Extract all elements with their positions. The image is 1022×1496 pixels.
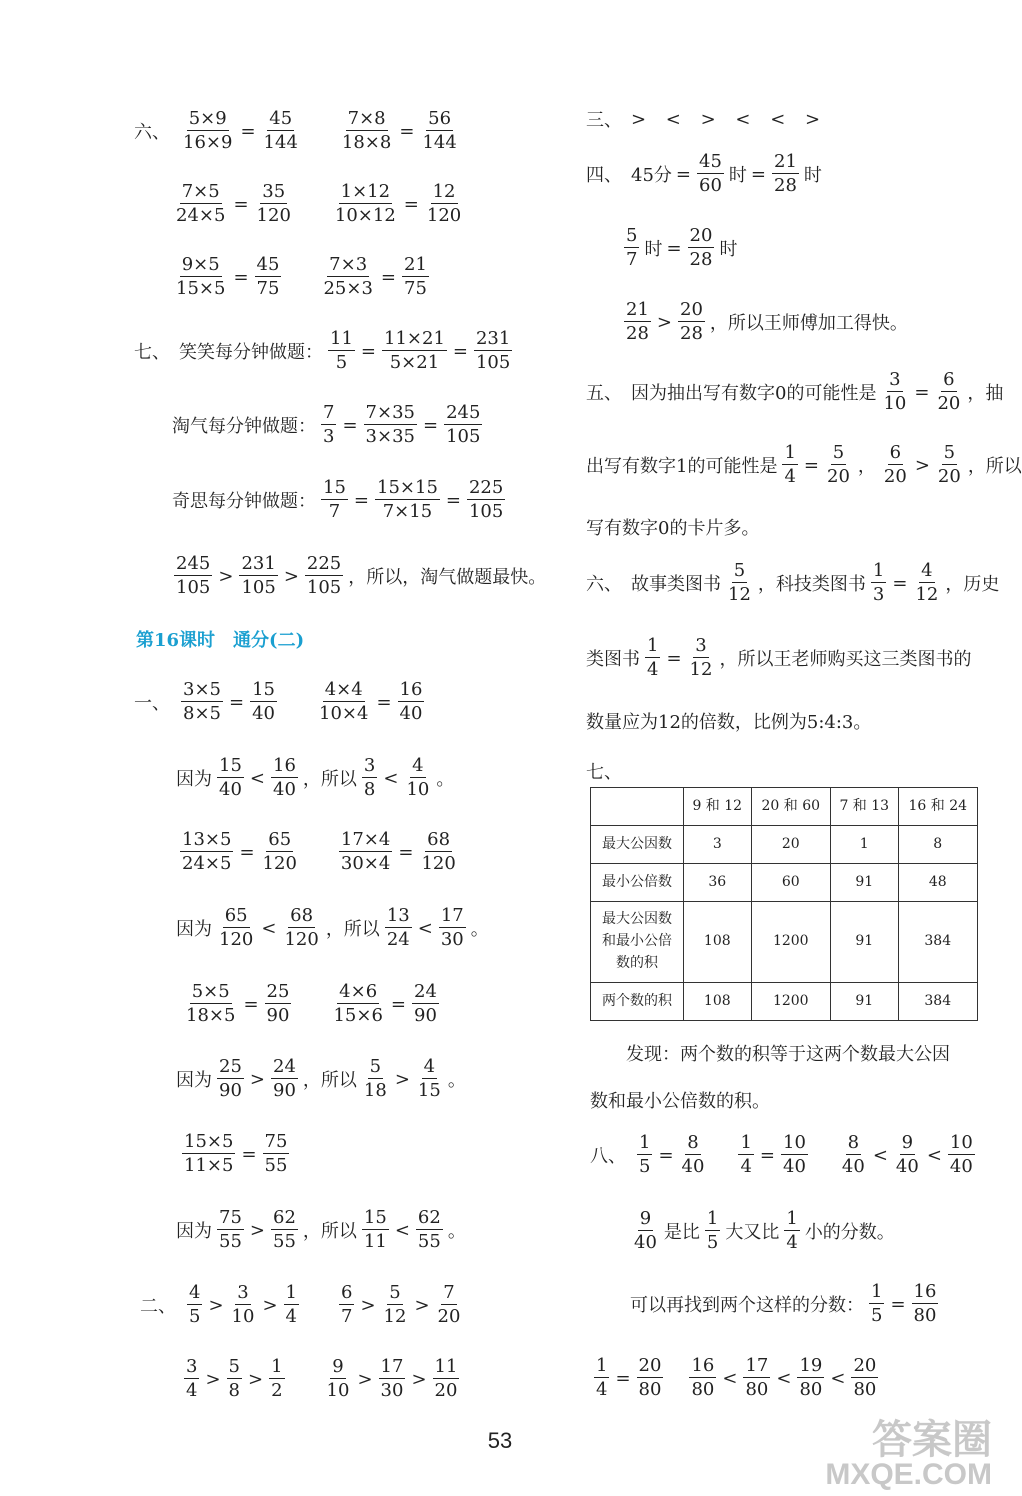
fraction: 17 30 xyxy=(380,1356,404,1401)
row-label: 最大公因数 xyxy=(591,826,684,864)
fraction: $\frac{21}{28}$ xyxy=(774,151,797,196)
table-row xyxy=(591,826,978,864)
text: 时 xyxy=(803,165,822,186)
table-cell: 48 xyxy=(898,864,977,902)
page-number: 53 xyxy=(487,1428,513,1453)
table-cell: 108 xyxy=(684,983,752,1021)
fraction: 9 40 xyxy=(634,1208,657,1253)
watermark xyxy=(825,1420,992,1490)
fraction: $\frac{1}{4}$ xyxy=(784,442,796,487)
text: 因为 xyxy=(176,919,212,940)
fraction: 17 30 xyxy=(440,905,464,950)
right-s8-row3: 可以再找到两个这样的分数： $\frac{1}{5}$ = $\frac{16}{80}$ xyxy=(630,1281,937,1326)
fraction: 20 28 xyxy=(680,299,703,344)
fraction: $\frac{12}{120}$ xyxy=(426,181,462,226)
text: 。 xyxy=(470,919,489,940)
text: 故事类图书 xyxy=(631,574,721,595)
fraction: $\frac{7\times 8}{18\times 8}$ xyxy=(341,108,392,153)
fraction: 21 28 xyxy=(626,299,649,344)
left-s1-row5: $\frac{5\times 5}{18\times 5}$ = $\frac{25}{90}$ $\frac{4\times 6}{15\times 6}$ = $\frac{24}{90}$ xyxy=(186,981,437,1026)
table-cell: 3 xyxy=(684,826,752,864)
fraction: $\frac{7\times 5}{24\times 5}$ xyxy=(176,181,226,226)
text: 类图书 xyxy=(586,649,640,670)
fraction: 16 80 xyxy=(691,1355,715,1400)
text: 小的分数。 xyxy=(804,1222,895,1243)
fraction: $\frac{231}{105}$ xyxy=(475,328,511,373)
table-cell: 36 xyxy=(684,864,752,902)
right-s4-row1: 四、 45分 = $\frac{45}{60}$ 时 = $\frac{21}{28}$ 时 xyxy=(586,151,822,196)
text: ，所以 xyxy=(967,456,1022,477)
left-s1-row6: 因为 25 90 > 24 90 ，所以 5 18 > 4 15 。 xyxy=(176,1056,466,1101)
fraction: 68 120 xyxy=(284,905,319,950)
text: 时 xyxy=(728,165,747,186)
right-s6-line2: 类图书 $\frac{1}{4}$ = $\frac{3}{12}$ ，所以王老师购买这三类图书的 xyxy=(586,635,972,680)
table-header: 20 和 60 xyxy=(751,788,830,826)
fraction: 10 40 xyxy=(949,1132,973,1177)
fraction: 15 11 xyxy=(363,1207,387,1252)
text: 因为 xyxy=(176,1070,212,1091)
fraction: $\frac{20}{80}$ xyxy=(638,1355,662,1400)
fraction: $\frac{225}{105}$ xyxy=(468,477,504,522)
right-s6-line3: 数量应为12的倍数，比例为5:4:3。 xyxy=(586,712,872,733)
fraction: 3 10 xyxy=(231,1282,255,1327)
fraction: 1 4 xyxy=(786,1208,798,1253)
fraction: $\frac{3}{12}$ xyxy=(689,635,713,680)
fraction: $\frac{10}{40}$ xyxy=(783,1132,806,1177)
left-s1-row1: 一、 $\frac{3\times 5}{8\times 5}$ = $\frac{15}{40}$ $\frac{4\times 4}{10\times 4}$ = $\frac{16}{40}$ xyxy=(134,679,423,724)
text: 是比 xyxy=(663,1222,700,1243)
fraction: $\frac{45}{75}$ xyxy=(256,254,280,299)
fraction: $\frac{16}{40}$ xyxy=(399,679,423,724)
fraction: $\frac{7}{3}$ xyxy=(323,402,335,447)
section-label: 三、 xyxy=(586,110,622,131)
fraction: 4 10 xyxy=(406,755,430,800)
finding-line2: 数和最小公倍数的积。 xyxy=(590,1091,770,1112)
left-s7-row1: 七、 笑笑每分钟做题： $\frac{11}{5}$ = $\frac{11\times 21}{5\times 21}$ = $\frac{231}{105}$ xyxy=(134,328,511,373)
section-label: 七、 xyxy=(134,342,170,363)
left-s1-row2: 因为 15 40 < 16 40 ，所以 3 8 < 4 10 。 xyxy=(176,755,455,800)
fraction: 75 55 xyxy=(219,1207,242,1252)
finding-line1: 发现：两个数的积等于这两个数最大公因 xyxy=(626,1044,950,1065)
fraction: $\frac{9\times 5}{15\times 5}$ xyxy=(176,254,226,299)
right-s3 xyxy=(586,106,820,132)
fraction: 231 105 xyxy=(241,553,276,598)
fraction: $\frac{3\times 5}{8\times 5}$ xyxy=(183,679,221,724)
fraction: 16 40 xyxy=(273,755,296,800)
text: 。 xyxy=(447,1070,466,1091)
section-label: 二、 xyxy=(140,1296,176,1317)
fraction: 4 15 xyxy=(417,1056,441,1101)
left-s2-row2: 3 4 > 5 8 > 1 2 9 10 > 17 30 > 11 20 xyxy=(186,1356,458,1401)
fraction: $\frac{1}{4}$ xyxy=(596,1355,608,1400)
fraction: 225 105 xyxy=(306,553,342,598)
watermark-line2: MXQE.COM xyxy=(825,1458,992,1491)
fraction: $\frac{6}{20}$ xyxy=(937,369,961,414)
fraction: 6 7 xyxy=(341,1282,353,1327)
fraction: $\frac{16}{80}$ xyxy=(913,1281,937,1326)
text: 。 xyxy=(436,769,455,790)
fraction: $\frac{1}{4}$ xyxy=(740,1132,752,1177)
fraction: $\frac{11\times 21}{5\times 21}$ xyxy=(384,328,445,373)
right-s5-line2: 出写有数字1的可能性是 $\frac{1}{4}$ = $\frac{5}{20}$ ， 6 20 > 5 20 ，所以 xyxy=(586,442,1022,487)
text: 出写有数字1的可能性是 xyxy=(586,456,778,477)
text: ，所以 xyxy=(302,769,357,790)
section-label: 五、 xyxy=(586,383,622,404)
fraction: 19 80 xyxy=(799,1355,823,1400)
fraction: $\frac{5\times 9}{16\times 9}$ xyxy=(183,108,233,153)
fraction: $\frac{21}{75}$ xyxy=(404,254,427,299)
section-label: 六、 xyxy=(586,574,622,595)
left-s6-row2: $\frac{7\times 5}{24\times 5}$ = $\frac{35}{120}$ $\frac{1\times 12}{10\times 12}$ = $\frac{12}{120}$ xyxy=(176,181,462,226)
fraction: $\frac{56}{144}$ xyxy=(422,108,457,153)
section-label: 七、 xyxy=(586,762,622,783)
fraction: $\frac{15}{40}$ xyxy=(252,679,275,724)
fraction: $\frac{20}{28}$ xyxy=(689,225,713,270)
text: ，历史 xyxy=(945,574,1000,595)
section-label: 四、 xyxy=(586,165,622,186)
text: 奇思每分钟做题： xyxy=(172,491,316,512)
fraction: 20 80 xyxy=(853,1355,877,1400)
right-s6-line1: 六、 故事类图书 5 12 ，科技类图书 $\frac{1}{3}$ = $\frac{4}{12}$ ，历史 xyxy=(586,560,1000,605)
fraction: 15 40 xyxy=(219,755,242,800)
row-label: 最小公倍数 xyxy=(591,864,684,902)
text: ，所以，淘气做题最快。 xyxy=(348,567,547,588)
table-cell: 384 xyxy=(898,902,977,983)
text: ，抽 xyxy=(967,383,1004,404)
left-s6-row3: $\frac{9\times 5}{15\times 5}$ = $\frac{45}{75}$ $\frac{7\times 3}{25\times 3}$ = $\frac{21}{75}$ xyxy=(176,254,427,299)
fraction: 5 12 xyxy=(728,560,751,605)
fraction: 9 40 xyxy=(895,1132,919,1177)
fraction: 3 4 xyxy=(186,1356,198,1401)
text: ，科技类图书 xyxy=(757,574,866,595)
fraction: $\frac{7\times 35}{3\times 35}$ xyxy=(365,402,415,447)
text: 因为 xyxy=(176,769,212,790)
table-cell: 108 xyxy=(684,902,752,983)
fraction: 5 20 xyxy=(937,442,961,487)
fraction: 65 120 xyxy=(219,905,254,950)
fraction: $\frac{1}{5}$ xyxy=(871,1281,883,1326)
text: ，所以王老师购买这三类图书的 xyxy=(719,649,972,670)
fraction: $\frac{5\times 5}{18\times 5}$ xyxy=(186,981,236,1026)
fraction: $\frac{7\times 3}{25\times 3}$ xyxy=(323,254,373,299)
fraction: $\frac{45}{144}$ xyxy=(263,108,298,153)
text: 时 xyxy=(644,239,663,260)
fraction: $\frac{65}{120}$ xyxy=(262,829,297,874)
fraction: 9 10 xyxy=(326,1356,350,1401)
fraction: 8 40 xyxy=(841,1132,865,1177)
text: 大又比 xyxy=(725,1222,780,1243)
text: 因为 xyxy=(176,1221,212,1242)
text: 可以再找到两个这样的分数： xyxy=(630,1295,864,1316)
table-cell: 91 xyxy=(830,983,898,1021)
fraction: 17 80 xyxy=(745,1355,769,1400)
text: 因为抽出写有数字0的可能性是 xyxy=(631,383,877,404)
text: ，所以 xyxy=(325,919,380,940)
left-s6-row1: 六、 $\frac{5\times 9}{16\times 9}$ = $\frac{45}{144}$ $\frac{7\times 8}{18\times 8}$ = $\frac{56}{144}$ xyxy=(134,108,457,153)
fraction: $\frac{1}{4}$ xyxy=(647,635,659,680)
fraction: 6 20 xyxy=(883,442,907,487)
lesson-title: 第16课时 通分(二) xyxy=(136,630,305,651)
table-header: 7 和 13 xyxy=(830,788,898,826)
fraction: $\frac{35}{120}$ xyxy=(256,181,291,226)
text: ，所以王师傅加工得快。 xyxy=(709,313,908,334)
section-label: 一、 xyxy=(134,693,170,714)
fraction: $\frac{8}{40}$ xyxy=(681,1132,705,1177)
table-row xyxy=(591,902,978,983)
left-s2-row1: 二、 4 5 > 3 10 > 1 4 6 7 > 5 12 > 7 20 xyxy=(140,1282,461,1327)
fraction: 5 18 xyxy=(363,1056,387,1101)
right-s8-row2 xyxy=(630,1210,895,1252)
fraction: $\frac{24}{90}$ xyxy=(414,981,437,1026)
left-s7-row2: 淘气每分钟做题： $\frac{7}{3}$ = $\frac{7\times 35}{3\times 35}$ = $\frac{245}{105}$ xyxy=(172,402,481,447)
section-label: 六、 xyxy=(134,122,170,143)
fraction: $\frac{25}{90}$ xyxy=(266,981,290,1026)
fraction: $\frac{3}{10}$ xyxy=(883,369,907,414)
right-s4-row2: 5 7 时 = $\frac{20}{28}$ 时 xyxy=(626,225,738,270)
text: ，所以 xyxy=(302,1070,357,1091)
table-cell: 91 xyxy=(830,902,898,983)
fraction: 24 90 xyxy=(273,1056,296,1101)
table-row xyxy=(591,864,978,902)
table-header: 9 和 12 xyxy=(684,788,752,826)
left-s1-row8: 因为 75 55 > 62 55 ，所以 15 11 < 62 55 。 xyxy=(176,1207,466,1252)
fraction: 7 20 xyxy=(437,1282,461,1327)
right-s5-line1: 五、 因为抽出写有数字0的可能性是 $\frac{3}{10}$ = $\frac{6}{20}$ ，抽 xyxy=(586,369,1004,414)
table-cell: 1 xyxy=(830,826,898,864)
fraction: $\frac{4\times 6}{15\times 6}$ xyxy=(333,981,383,1026)
table-cell: 1200 xyxy=(751,983,830,1021)
fraction: 4 5 xyxy=(189,1282,201,1327)
comparison-symbols: > < > < < > xyxy=(631,108,821,130)
table-header xyxy=(591,788,684,826)
fraction: $\frac{68}{120}$ xyxy=(421,829,456,874)
fraction: 11 20 xyxy=(434,1356,458,1401)
fraction: 5 7 xyxy=(626,225,638,270)
table-cell: 1200 xyxy=(751,902,830,983)
right-s4-row3: 21 28 > 20 28 ，所以王师傅加工得快。 xyxy=(626,299,908,344)
fraction: $\frac{15\times 5}{11\times 5}$ xyxy=(184,1131,234,1176)
fraction: 13 24 xyxy=(386,905,410,950)
table-cell: 91 xyxy=(830,864,898,902)
text: 45分 xyxy=(631,165,672,186)
left-s7-row4: 245 105 > 231 105 > 225 105 ，所以，淘气做题最快。 xyxy=(176,553,547,598)
fraction: $\frac{15\times 15}{7\times 15}$ xyxy=(377,477,438,522)
text: 时 xyxy=(719,239,738,260)
fraction: $\frac{1}{5}$ xyxy=(639,1132,651,1177)
fraction: 5 12 xyxy=(383,1282,407,1327)
fraction: $\frac{4}{12}$ xyxy=(915,560,939,605)
fraction: 25 90 xyxy=(219,1056,242,1101)
fraction: $\frac{1}{3}$ xyxy=(872,560,885,605)
right-s8-row1: 八、 $\frac{1}{5}$ = $\frac{8}{40}$ $\frac{1}{4}$ = $\frac{10}{40}$ 8 40 < 9 40 < 10 40 xyxy=(590,1132,973,1177)
table-cell: 60 xyxy=(751,864,830,902)
table-row xyxy=(591,983,978,1021)
fraction: $\frac{5}{20}$ xyxy=(827,442,850,487)
fraction: $\frac{75}{55}$ xyxy=(264,1131,288,1176)
fraction: 62 55 xyxy=(417,1207,441,1252)
table-cell: 20 xyxy=(751,826,830,864)
text: 淘气每分钟做题： xyxy=(172,416,316,437)
right-s8-row4: $\frac{1}{4}$ = $\frac{20}{80}$ 16 80 < 17 80 < 19 80 < 20 80 xyxy=(596,1355,877,1400)
fraction: $\frac{45}{60}$ xyxy=(699,151,722,196)
table-header-row xyxy=(591,788,978,826)
left-s7-row3: 奇思每分钟做题： $\frac{15}{7}$ = $\frac{15\times 15}{7\times 15}$ = $\frac{225}{105}$ xyxy=(172,477,504,522)
fraction: 5 8 xyxy=(228,1356,240,1401)
table-cell: 384 xyxy=(898,983,977,1021)
fraction: $\frac{245}{105}$ xyxy=(446,402,481,447)
left-s1-row7: $\frac{15\times 5}{11\times 5}$ = $\frac{75}{55}$ xyxy=(184,1131,288,1176)
fraction: $\frac{13\times 5}{24\times 5}$ xyxy=(182,829,232,874)
row-label: 最大公因数和最小公倍数的积 xyxy=(591,902,684,983)
fraction: 1 5 xyxy=(706,1208,719,1253)
watermark-line1: 答案圈 xyxy=(872,1418,992,1462)
table-cell: 8 xyxy=(898,826,977,864)
text: 笑笑每分钟做题： xyxy=(179,342,323,363)
table-header: 16 和 24 xyxy=(898,788,977,826)
text: ，所以 xyxy=(302,1221,357,1242)
fraction: $\frac{17\times 4}{30\times 4}$ xyxy=(340,829,391,874)
fraction: 245 105 xyxy=(176,553,211,598)
fraction: $\frac{1\times 12}{10\times 12}$ xyxy=(334,181,396,226)
text: 。 xyxy=(447,1221,466,1242)
fraction: 3 8 xyxy=(363,755,376,800)
row-label: 两个数的积 xyxy=(591,983,684,1021)
left-s1-row3: $\frac{13\times 5}{24\times 5}$ = $\frac{65}{120}$ $\frac{17\times 4}{30\times 4}$ = $\frac{68}{120}$ xyxy=(182,829,456,874)
fraction: $\frac{11}{5}$ xyxy=(330,328,353,373)
fraction: $\frac{15}{7}$ xyxy=(323,477,346,522)
fraction: 1 2 xyxy=(271,1356,283,1401)
fraction: $\frac{4\times 4}{10\times 4}$ xyxy=(319,679,369,724)
section-label: 八、 xyxy=(590,1146,626,1167)
fraction: 62 55 xyxy=(273,1207,296,1252)
right-s5-line3: 写有数字0的卡片多。 xyxy=(586,518,760,539)
left-s1-row4: 因为 65 120 < 68 120 ，所以 13 24 < 17 30 。 xyxy=(176,905,489,950)
gcd-lcm-table xyxy=(590,787,978,1021)
fraction: 1 4 xyxy=(285,1282,297,1327)
